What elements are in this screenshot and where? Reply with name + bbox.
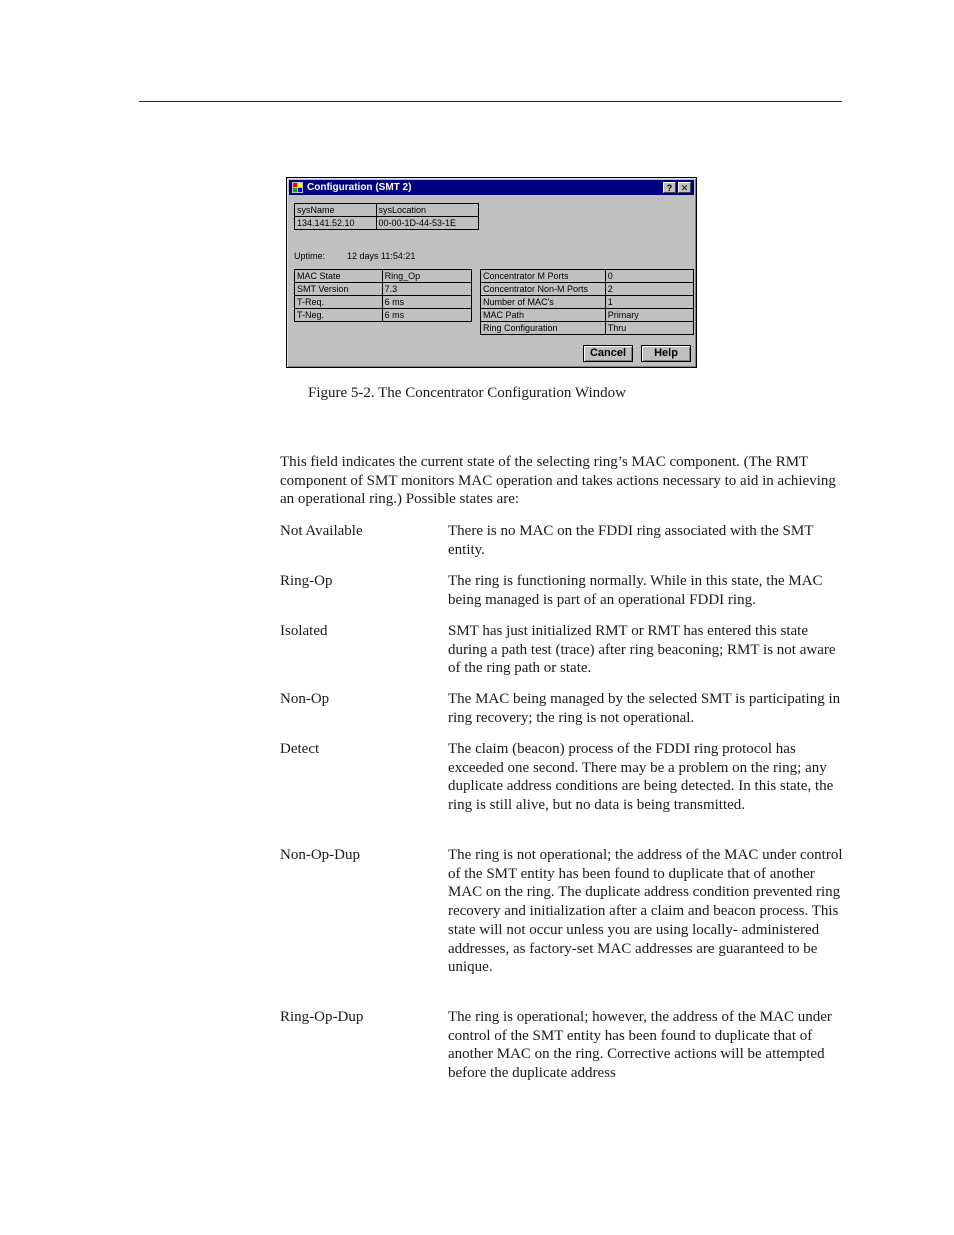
state-term: Ring-Op xyxy=(280,573,333,589)
cell-label: Concentrator M Ports xyxy=(481,270,606,283)
table-row xyxy=(481,309,694,322)
state-term: Non-Op-Dup xyxy=(280,847,360,863)
close-icon[interactable]: ✕ xyxy=(678,182,691,193)
syslocation-value: 00-00-1D-44-53-1E xyxy=(376,217,479,230)
cell-label: MAC State xyxy=(295,270,383,283)
table-row xyxy=(295,309,472,322)
table-row xyxy=(295,283,472,296)
cell-value: Thru xyxy=(605,322,693,335)
help-question-icon[interactable]: ? xyxy=(663,182,676,193)
cell-value: 7.3 xyxy=(382,283,471,296)
configuration-dialog xyxy=(286,177,697,368)
cell-value: 0 xyxy=(605,270,693,283)
state-description: The MAC being managed by the selected SMT is participating in ring recovery; the ring is not operational. xyxy=(448,691,841,726)
sysname-label: sysName xyxy=(295,204,377,217)
table-row xyxy=(295,204,479,217)
state-description: The ring is not operational; the address of the MAC under control of the SMT entity has been found to duplicate that of another MAC on the ring. The duplicate address condition prevented ring recovery and initialization after a claim and beacon process. This state will not occur unless you are using locally- administered addresses, as factory-set MAC addresses are guaranteed to be unique. xyxy=(448,847,843,976)
cancel-button[interactable]: Cancel xyxy=(583,345,633,362)
state-description: The claim (beacon) process of the FDDI ring protocol has exceeded one second. There may be a problem on the ring; any duplicate address conditions are being detected. In this state, the ring is still alive, but no data is being transmitted. xyxy=(448,741,834,814)
dialog-title: Configuration (SMT 2) xyxy=(307,182,412,193)
cell-value: 2 xyxy=(605,283,693,296)
state-term: Detect xyxy=(280,741,320,757)
cell-value: 6 ms xyxy=(382,296,471,309)
state-term: Non-Op xyxy=(280,691,330,707)
state-description: The ring is functioning normally. While in this state, the MAC being managed is part of an operational FDDI ring. xyxy=(448,573,823,608)
syslocation-label: sysLocation xyxy=(376,204,479,217)
cell-label: Concentrator Non-M Ports xyxy=(481,283,606,296)
table-row xyxy=(295,217,479,230)
table-row xyxy=(481,296,694,309)
uptime-value: 12 days 11:54:21 xyxy=(347,251,416,261)
table-row xyxy=(295,296,472,309)
cell-value: 6 ms xyxy=(382,309,471,322)
header-rule xyxy=(139,101,842,102)
figure-caption: Figure 5-2. The Concentrator Configuration Window xyxy=(308,385,626,401)
cell-label: T-Req. xyxy=(295,296,383,309)
system-info-table xyxy=(294,203,479,230)
cell-value: 1 xyxy=(605,296,693,309)
sysname-value: 134.141.52.10 xyxy=(295,217,377,230)
cell-value: Ring_Op xyxy=(382,270,471,283)
cell-label: Number of MAC's xyxy=(481,296,606,309)
state-description: SMT has just initialized RMT or RMT has entered this state during a path test (trace) after ring beaconing; RMT is not aware of the ring path or state. xyxy=(448,623,836,677)
table-row xyxy=(295,270,472,283)
uptime-label: Uptime: xyxy=(294,251,326,261)
mac-state-table xyxy=(294,269,472,322)
cell-value: Primary xyxy=(605,309,693,322)
intro-paragraph: This field indicates the current state of the selecting ring’s MAC component. (The RMT component of SMT monitors MAC operation and takes actions necessary to aid in achieving an operational ring.) Possible states are: xyxy=(280,454,836,508)
state-term: Ring-Op-Dup xyxy=(280,1009,364,1025)
cell-label: Ring Configuration xyxy=(481,322,606,335)
table-row xyxy=(481,283,694,296)
cell-label: SMT Version xyxy=(295,283,383,296)
cell-label: T-Neg. xyxy=(295,309,383,322)
table-row xyxy=(481,270,694,283)
table-row xyxy=(481,322,694,335)
state-description: There is no MAC on the FDDI ring associated with the SMT entity. xyxy=(448,523,814,558)
dialog-titlebar[interactable] xyxy=(289,180,694,195)
state-term: Isolated xyxy=(280,623,328,639)
cell-label: MAC Path xyxy=(481,309,606,322)
state-description: The ring is operational; however, the address of the MAC under control of the SMT entity has been found to duplicate that of another MAC on the ring. Corrective actions will be attempted before the duplicate address xyxy=(448,1009,832,1082)
state-term: Not Available xyxy=(280,523,363,539)
help-button[interactable]: Help xyxy=(641,345,691,362)
concentrator-table xyxy=(480,269,694,335)
app-icon xyxy=(292,182,303,193)
